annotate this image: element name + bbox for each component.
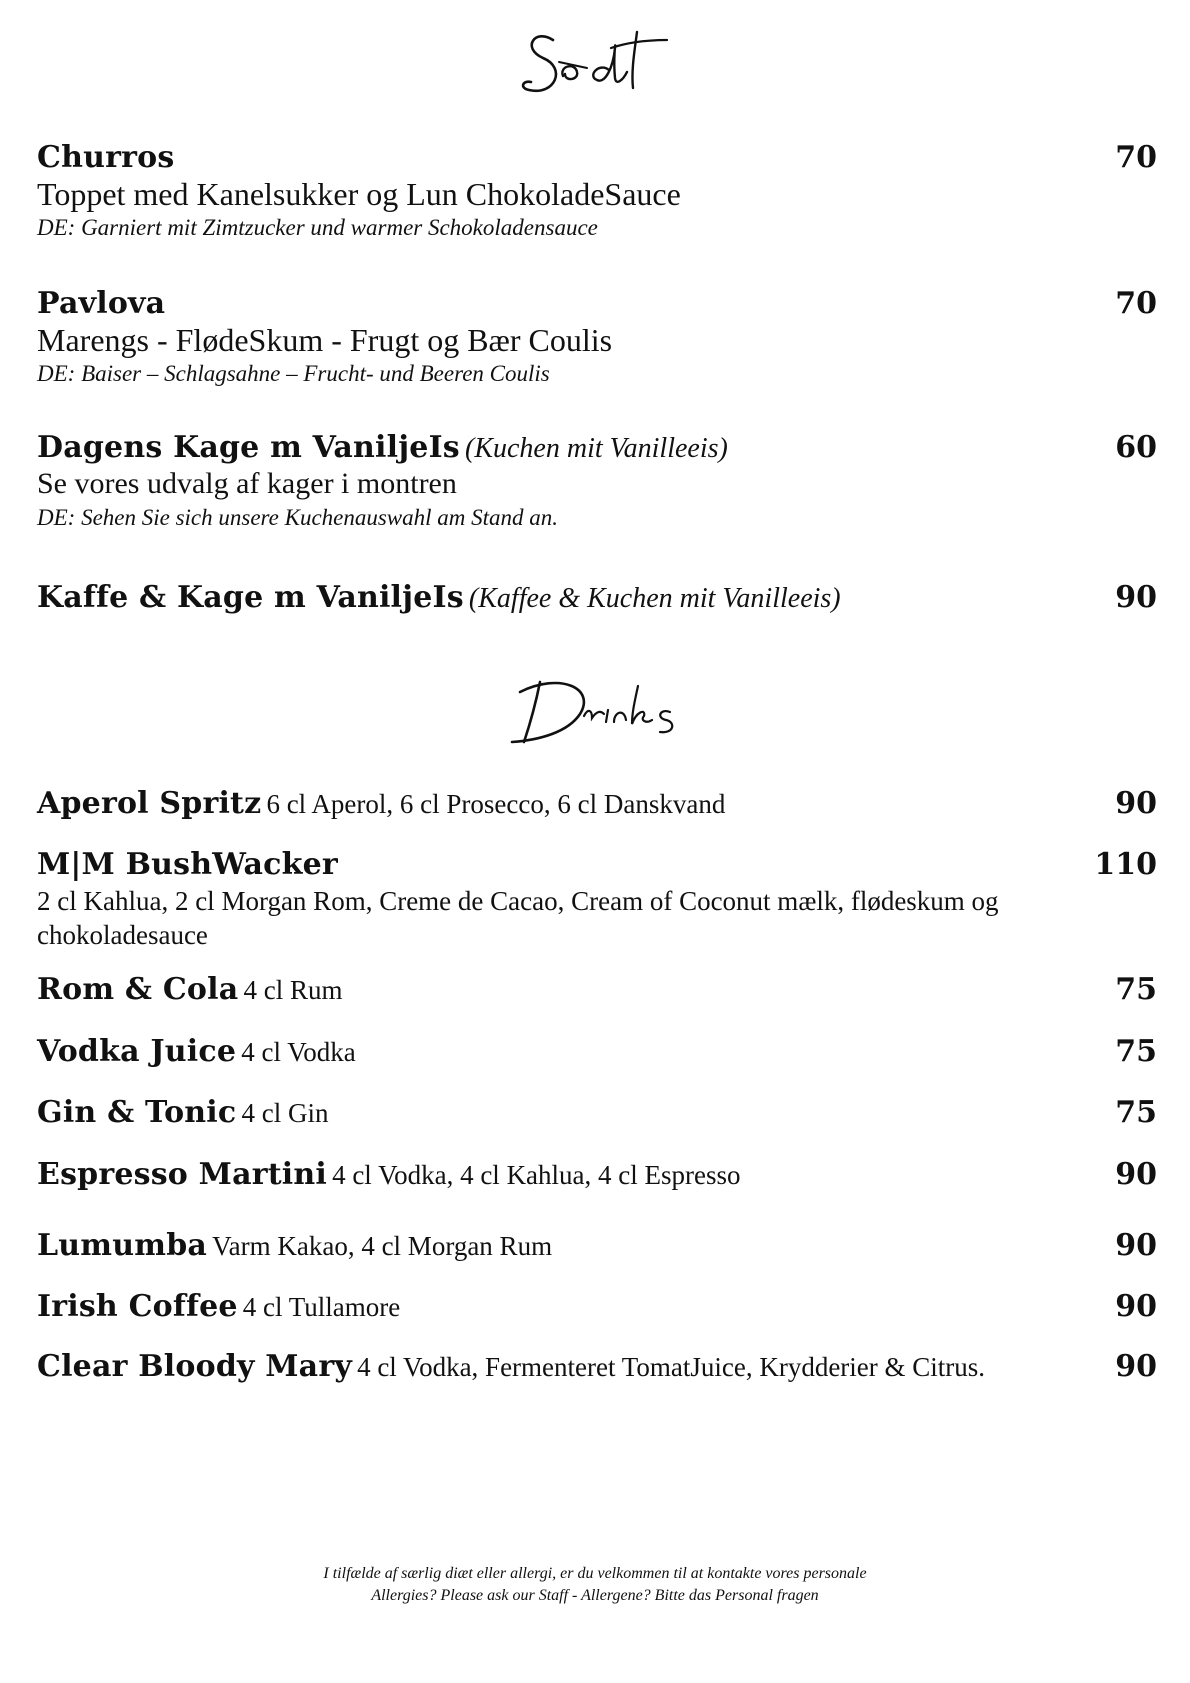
drink-name: Gin & Tonic — [37, 1095, 237, 1130]
drink-description: 4 cl Tullamore — [242, 1292, 401, 1322]
drink-description: 4 cl Gin — [241, 1098, 329, 1128]
item-description: Toppet med Kanelsukker og Lun ChokoladeSauce — [37, 176, 681, 212]
drink-price: 75 — [1115, 1034, 1157, 1069]
drink-price: 75 — [1115, 1095, 1157, 1130]
drink-description: 4 cl Vodka, 4 cl Kahlua, 4 cl Espresso — [332, 1160, 741, 1190]
drink-description: Varm Kakao, 4 cl Morgan Rum — [212, 1231, 553, 1261]
drink-name: Espresso Martini — [37, 1157, 327, 1192]
menu-item-pavlova — [37, 286, 1157, 389]
item-price: 60 — [1115, 430, 1157, 465]
drink-espresso-martini — [37, 1157, 1157, 1192]
item-name: Kaffe & Kage m VaniljeIs — [37, 580, 464, 615]
drink-clear-bloody-mary — [37, 1349, 1157, 1384]
menu-item-churros — [37, 140, 1157, 243]
item-price: 90 — [1115, 580, 1157, 615]
item-description-de: DE: Garniert mit Zimtzucker und warmer Schokoladensauce — [37, 215, 598, 240]
allergy-footer — [0, 1563, 1190, 1607]
item-price: 70 — [1115, 140, 1157, 175]
item-price: 70 — [1115, 286, 1157, 321]
drink-name: Aperol Spritz — [37, 786, 262, 821]
footer-line-en-de: Allergies? Please ask our Staff - Allergene? Bitte das Personal fragen — [371, 1587, 819, 1604]
drink-name: Lumumba — [37, 1228, 208, 1263]
item-name: Churros — [37, 140, 175, 175]
drink-gin-tonic — [37, 1095, 1157, 1130]
drink-price: 90 — [1115, 1157, 1157, 1192]
item-name: Dagens Kage m VaniljeIs — [37, 430, 460, 465]
item-name-note: (Kuchen mit Vanilleeis) — [465, 433, 728, 464]
section-title-drinks — [0, 668, 1190, 758]
drink-aperol-spritz — [37, 786, 1157, 821]
footer-line-danish: I tilfælde af særlig diæt eller allergi, er du velkommen til at kontakte vores personale — [323, 1565, 867, 1582]
drink-name: Irish Coffee — [37, 1289, 238, 1324]
item-name: Pavlova — [37, 286, 166, 321]
drink-irish-coffee — [37, 1289, 1157, 1324]
drinks-script-heading — [500, 668, 690, 758]
drink-lumumba — [37, 1228, 1157, 1263]
drink-price: 90 — [1115, 1289, 1157, 1324]
drink-description: 4 cl Vodka — [241, 1037, 356, 1067]
section-title-sweets — [0, 18, 1190, 108]
menu-item-kaffe-kage — [37, 580, 1157, 615]
item-description: Marengs - FlødeSkum - Frugt og Bær Coulis — [37, 322, 613, 358]
item-description: Se vores udvalg af kager i montren — [37, 467, 457, 500]
drink-name: Vodka Juice — [37, 1034, 237, 1069]
item-description-de: DE: Sehen Sie sich unsere Kuchenauswahl am Stand an. — [37, 505, 559, 530]
drink-description: 4 cl Vodka, Fermenteret TomatJuice, Krydderier & Citrus. — [357, 1352, 986, 1382]
drink-bushwacker — [37, 847, 1157, 952]
drink-name: M|M BushWacker — [37, 847, 338, 882]
drink-name: Clear Bloody Mary — [37, 1349, 352, 1384]
drink-name: Rom & Cola — [37, 972, 239, 1007]
drink-rom-cola — [37, 972, 1157, 1007]
menu-item-dagens-kage — [37, 430, 1157, 533]
drink-description: 2 cl Kahlua, 2 cl Morgan Rom, Creme de Cacao, Cream of Coconut mælk, flødeskum og chokoladesauce — [37, 886, 999, 950]
drink-description: 6 cl Aperol, 6 cl Prosecco, 6 cl Danskvand — [266, 789, 726, 819]
drink-price: 90 — [1115, 786, 1157, 821]
item-description-de: DE: Baiser – Schlagsahne – Frucht- und Beeren Coulis — [37, 361, 550, 386]
drink-price: 75 — [1115, 972, 1157, 1007]
drink-price: 90 — [1115, 1349, 1157, 1384]
drink-price: 110 — [1094, 847, 1157, 882]
item-name-note: (Kaffee & Kuchen mit Vanilleeis) — [468, 583, 841, 614]
drink-description: 4 cl Rum — [243, 975, 343, 1005]
sweets-script-heading — [515, 18, 675, 108]
drink-vodka-juice — [37, 1034, 1157, 1069]
drink-price: 90 — [1115, 1228, 1157, 1263]
